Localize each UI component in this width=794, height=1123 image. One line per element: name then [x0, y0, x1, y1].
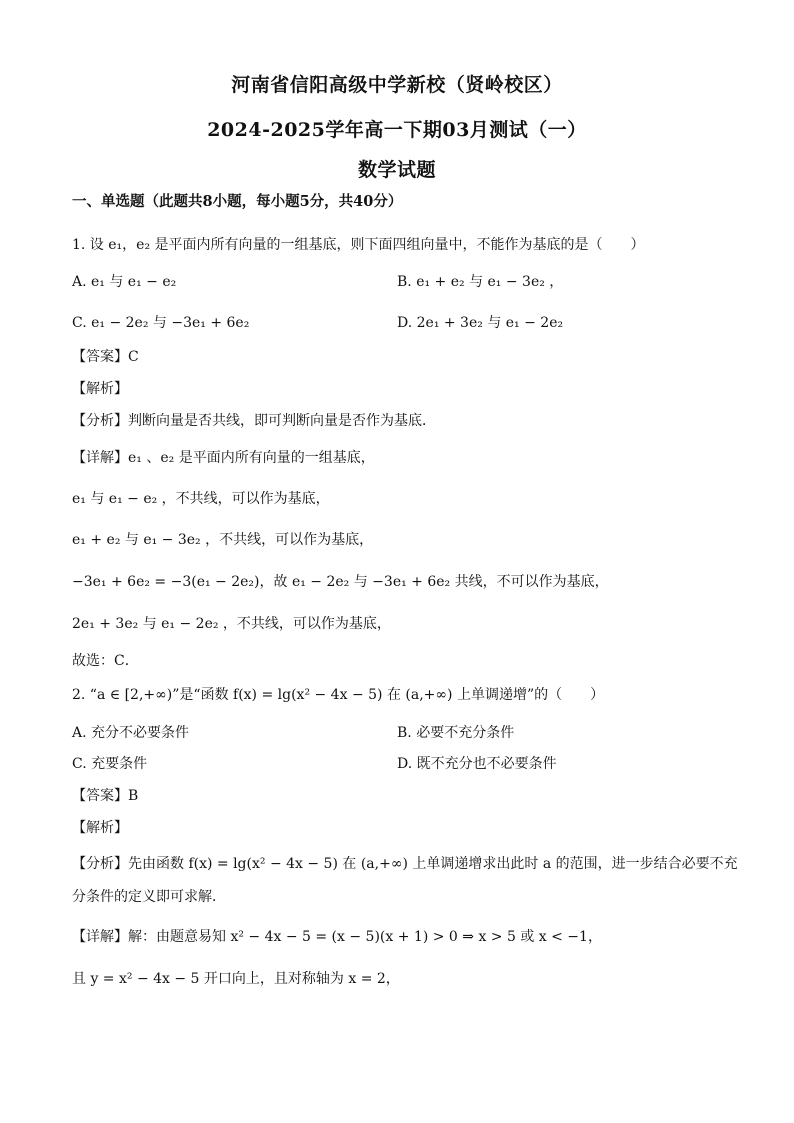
- q1-detail-4: −3e₁ + 6e₂ = −3(e₁ − 2e₂)，故 e₁ − 2e₂ 与 −3e₁ + 6e₂ 共线，不可以作为基底，: [72, 574, 609, 590]
- subject-title: 数学试题: [357, 159, 436, 181]
- q2-option-b: B. 必要不充分条件: [397, 725, 515, 741]
- q1-option-b: B. e₁ + e₂ 与 e₁ − 3e₂ ，: [397, 274, 564, 290]
- q2-detail-1: 【详解】解：由题意易知 x² − 4x − 5 = (x − 5)(x + 1) > 0 ⇒ x > 5 或 x < −1，: [72, 929, 602, 945]
- section-heading: 一、单选题（此题共8小题，每小题5分，共40分）: [72, 193, 403, 210]
- q1-fenxi: 【分析】判断向量是否共线，即可判断向量是否作为基底．: [72, 413, 436, 429]
- q2-option-d: D. 既不充分也不必要条件: [397, 756, 557, 772]
- q2-option-c: C. 充要条件: [72, 756, 148, 772]
- q1-analysis-label: 【解析】: [72, 381, 128, 397]
- q1-detail-2: e₁ 与 e₁ − e₂ ，不共线，可以作为基底，: [72, 491, 330, 507]
- q2-fenxi-1: 【分析】先由函数 f(x) = lg(x² − 4x − 5) 在 (a,+∞) 上单调递增求出此时 a 的范围，进一步结合必要不充: [72, 856, 738, 872]
- q1-option-d: D. 2e₁ + 3e₂ 与 e₁ − 2e₂: [397, 315, 564, 331]
- q1-choose: 故选：C．: [72, 653, 139, 669]
- q1-option-a: A. e₁ 与 e₁ − e₂: [72, 274, 177, 290]
- school-title: 河南省信阳高级中学新校（贤岭校区）: [231, 74, 563, 96]
- q2-stem: 2. “a ∈ [2,+∞)”是“函数 f(x) = lg(x² − 4x − 5) 在 (a,+∞) 上单调递增”的（ ）: [72, 687, 605, 703]
- q2-fenxi-2: 分条件的定义即可求解．: [72, 889, 226, 905]
- q2-option-a: A. 充分不必要条件: [72, 725, 190, 741]
- q1-option-c: C. e₁ − 2e₂ 与 −3e₁ + 6e₂: [72, 315, 250, 331]
- q2-detail-2: 且 y = x² − 4x − 5 开口向上，且对称轴为 x = 2，: [72, 971, 400, 987]
- q2-answer: 【答案】B: [72, 788, 139, 804]
- q1-detail-3: e₁ + e₂ 与 e₁ − 3e₂ ，不共线，可以作为基底，: [72, 532, 374, 548]
- q1-detail-5: 2e₁ + 3e₂ 与 e₁ − 2e₂ ，不共线，可以作为基底，: [72, 616, 391, 632]
- q1-stem: 1. 设 e₁，e₂ 是平面内所有向量的一组基底，则下面四组向量中，不能作为基底的是（ ）: [72, 237, 645, 253]
- q2-analysis-label: 【解析】: [72, 820, 128, 836]
- q1-answer: 【答案】C: [72, 349, 139, 365]
- exam-title: 2024-2025学年高一下期03月测试（一）: [207, 119, 587, 141]
- q1-detail-1: 【详解】e₁ 、e₂ 是平面内所有向量的一组基底，: [72, 450, 375, 466]
